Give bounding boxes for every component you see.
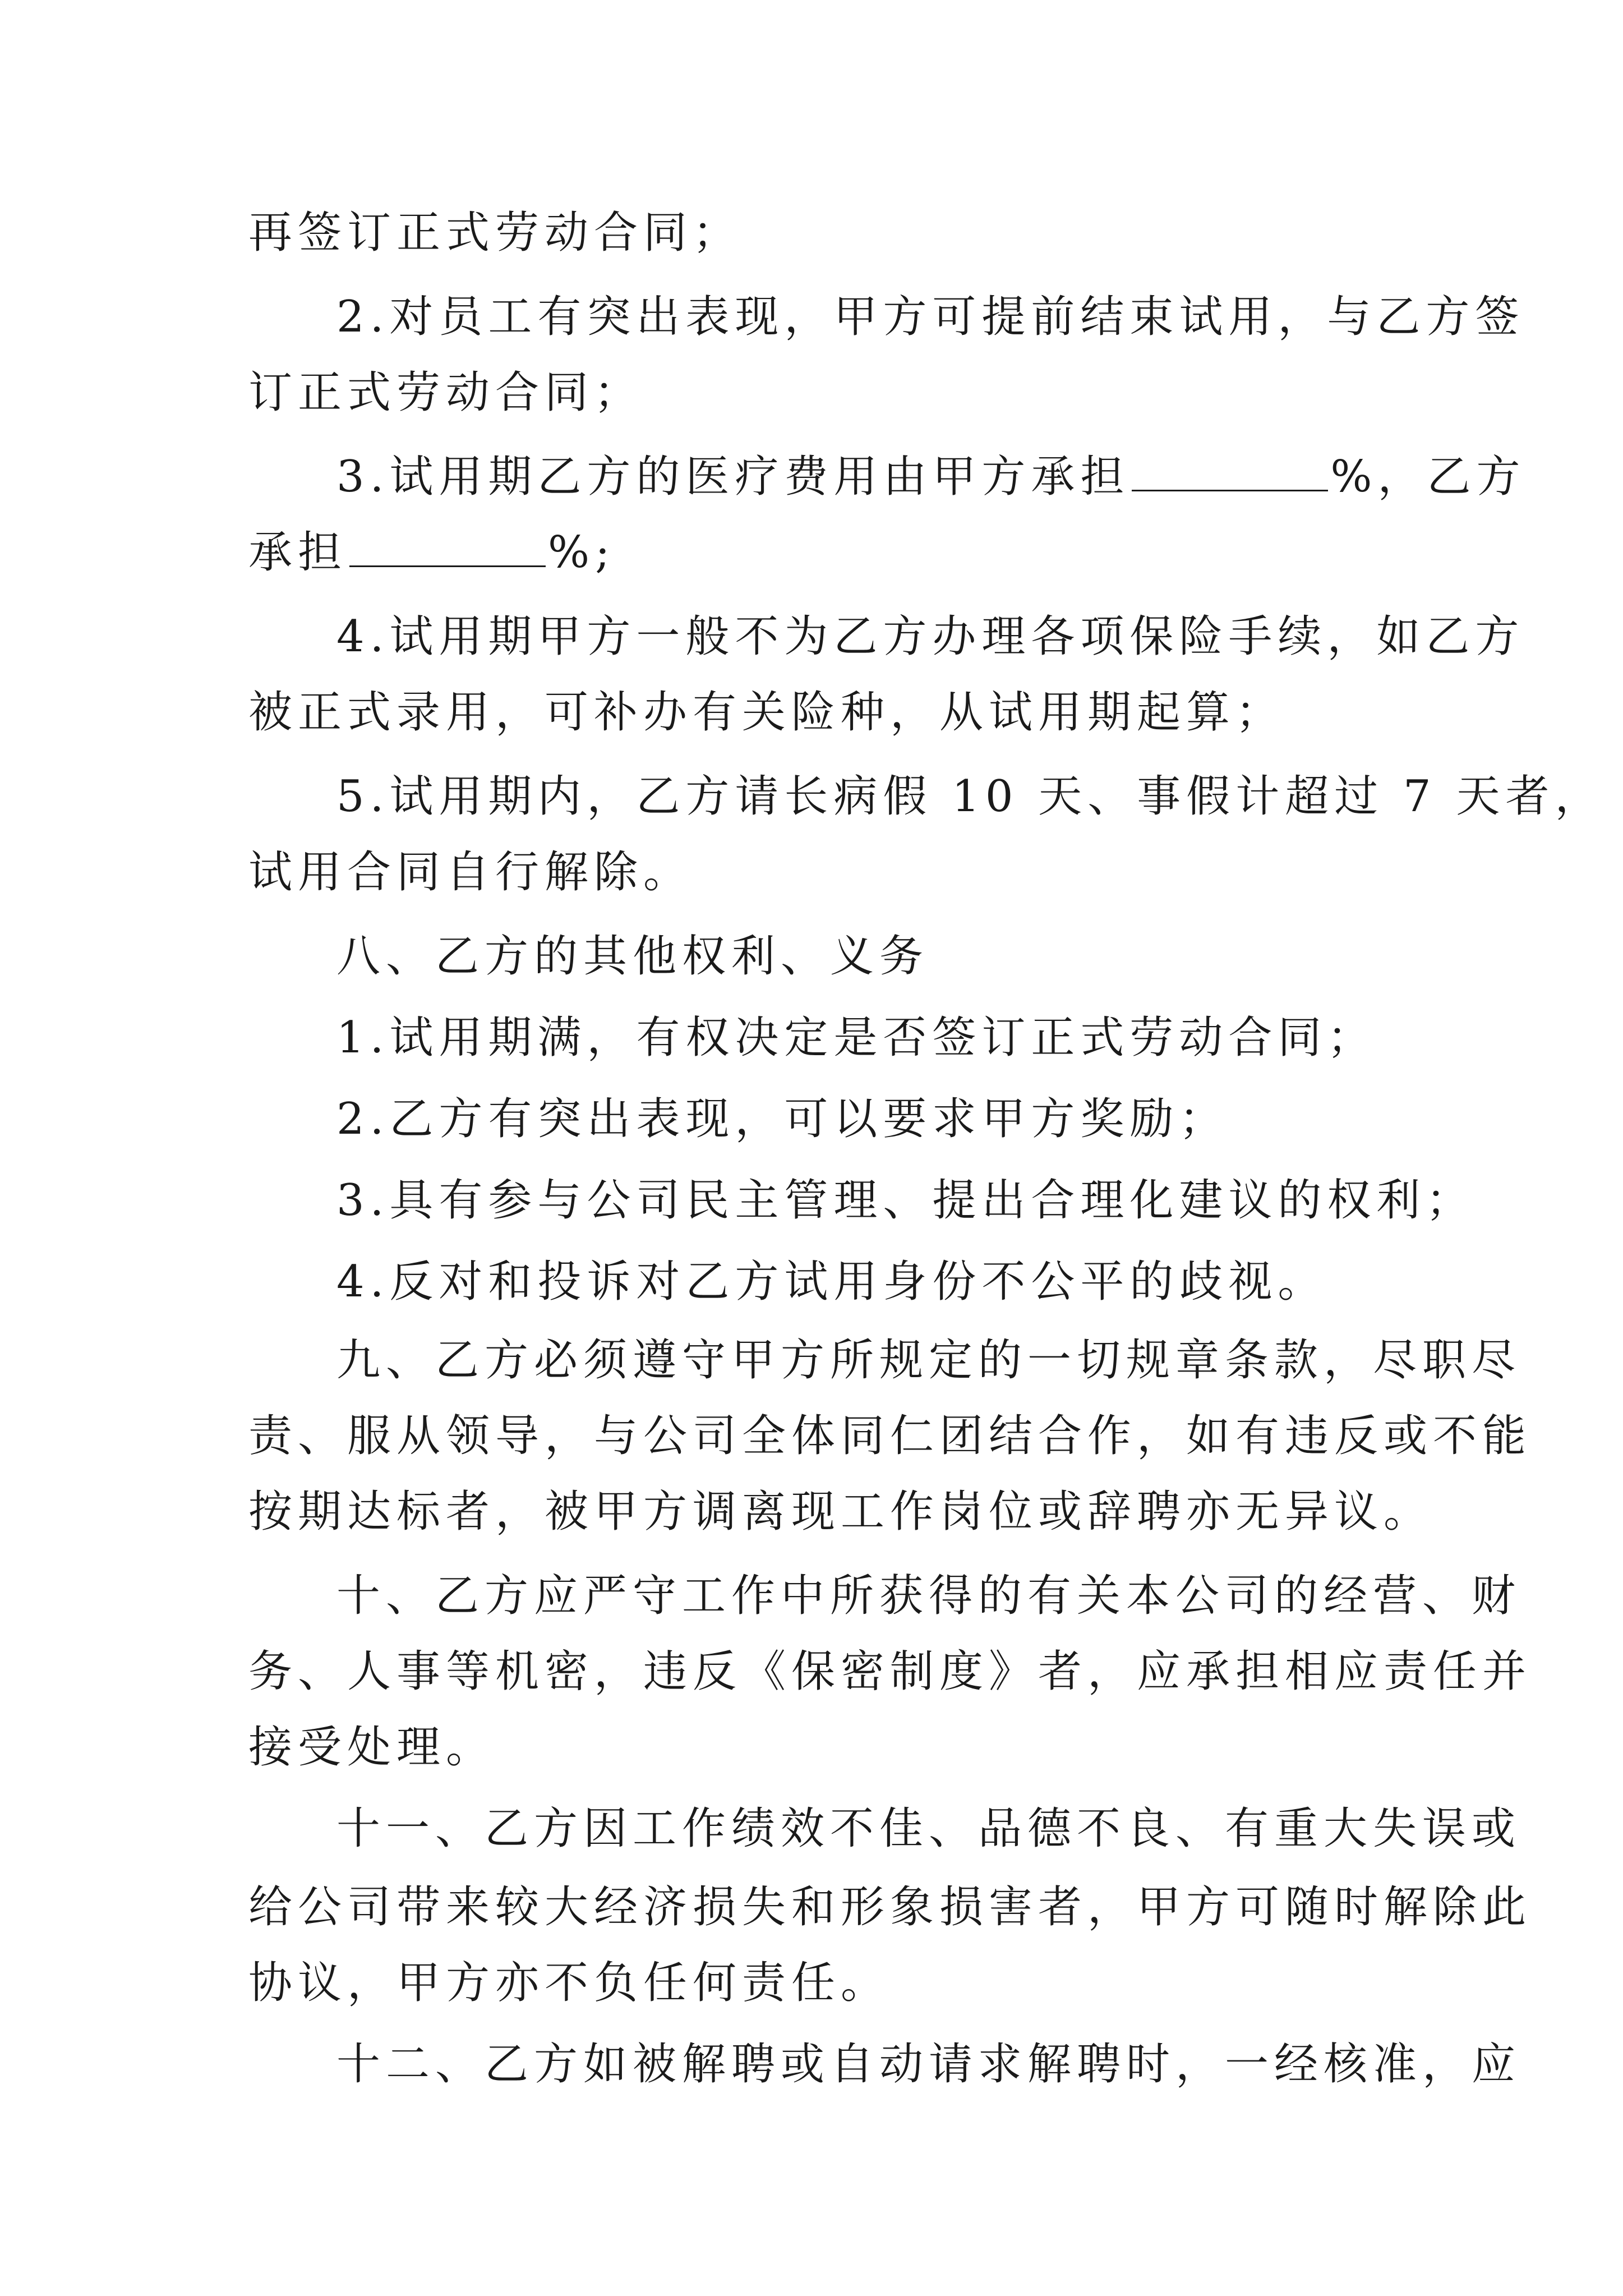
text-line: 十一、乙方因工作绩效不佳、品德不良、有重大失误或 <box>336 1803 1521 1854</box>
text-line: 订正式劳动合同； <box>248 367 644 418</box>
text-line: 4.试用期甲方一般不为乙方办理各项保险手续，如乙方 <box>336 611 1525 662</box>
text-line: 九、乙方必须遵守甲方所规定的一切规章条款，尽职尽 <box>336 1335 1521 1386</box>
text-line: 十、乙方应严守工作中所获得的有关本公司的经营、财 <box>336 1571 1521 1621</box>
text-line: 5.试用期内，乙方请长病假 10 天、事假计超过 7 天者， <box>336 771 1604 822</box>
text-line: 给公司带来较大经济损失和形象损害者，甲方可随时解除此 <box>248 1882 1532 1932</box>
text-segment: 3.试用期乙方的医疗费用由甲方承担 <box>336 452 1130 502</box>
section-heading: 八、乙方的其他权利、义务 <box>336 931 929 982</box>
text-line: 协议，甲方亦不负任何责任。 <box>248 1958 891 2008</box>
text-line: 2.对员工有突出表现，甲方可提前结束试用，与乙方签 <box>336 292 1525 342</box>
text-line <box>336 449 1526 505</box>
text-line: 责、服从领导，与公司全体同仁团结合作，如有违反或不能 <box>248 1411 1532 1461</box>
text-line: 3.具有参与公司民主管理、提出合理化建议的权利； <box>336 1175 1476 1226</box>
text-line: 2.乙方有突出表现，可以要求甲方奖励； <box>336 1094 1229 1144</box>
text-segment: %; <box>548 527 616 578</box>
text-line: 十二、乙方如被解聘或自动请求解聘时，一经核准，应 <box>336 2039 1521 2090</box>
text-line: 接受处理。 <box>248 1722 496 1773</box>
text-line: 再签订正式劳动合同； <box>248 208 743 258</box>
text-line: 务、人事等机密，违反《保密制度》者，应承担相应责任并 <box>248 1646 1532 1697</box>
text-line: 被正式录用，可补办有关险种，从试用期起算； <box>248 687 1285 738</box>
fill-in-blank[interactable] <box>1132 456 1328 491</box>
text-line: 按期达标者，被甲方调离现工作岗位或辞聘亦无异议。 <box>248 1487 1433 1537</box>
text-line <box>248 524 1393 581</box>
fill-in-blank[interactable] <box>349 532 546 567</box>
text-line: 1.试用期满，有权决定是否签订正式劳动合同； <box>336 1013 1377 1063</box>
text-line: 4.反对和投诉对乙方试用身份不公平的歧视。 <box>336 1257 1327 1307</box>
text-segment: 承担 <box>248 527 348 578</box>
text-segment: %，乙方 <box>1330 452 1526 502</box>
text-line: 试用合同自行解除。 <box>248 847 693 898</box>
